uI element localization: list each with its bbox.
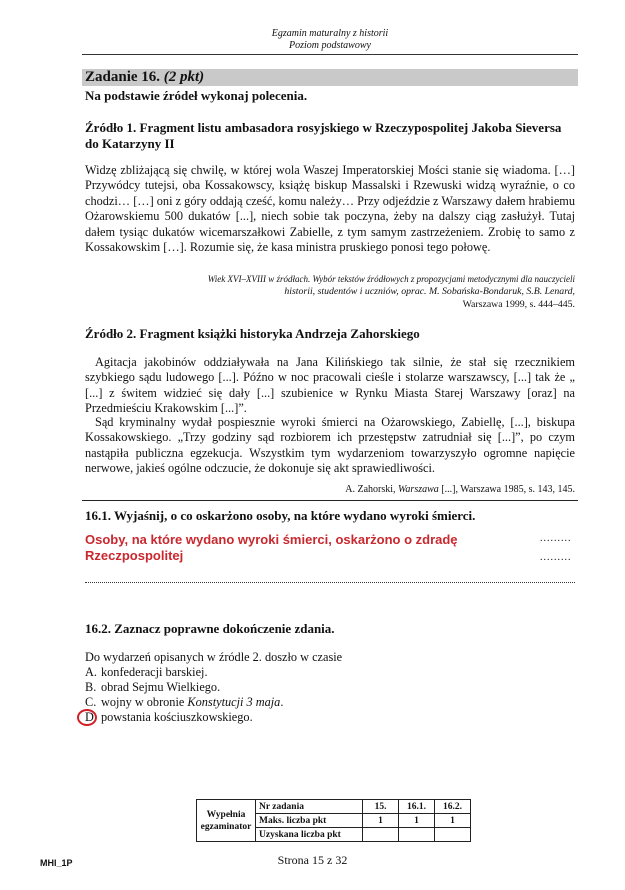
page-number: Strona 15 z 32	[277, 853, 348, 867]
option-c-text-em: Konstytucji 3 maja	[187, 695, 281, 709]
header-divider	[82, 54, 578, 55]
question-16-2-lead: Do wydarzeń opisanych w źródle 2. doszło w czasie	[85, 650, 343, 664]
source1-title-line1: Źródło 1. Fragment listu ambasadora rosyjskiego w Rzeczypospolitej Jakoba Sieversa	[85, 120, 562, 135]
score-max-16-1: 1	[399, 814, 435, 828]
score-table-header: Wypełnia egzaminator	[197, 800, 256, 842]
source2-citation-title: Warszawa	[398, 484, 439, 495]
source1-text: Widzę zbliżającą się chwilę, w której wola Waszej Imperatorskiej Mości stanie się wiadoma. […] Przywódcy tutejsi, oba Kossakowscy, książę biskup Massalski i Rzewuski widzą wyraźnie, o co chodzi… […] oni z góry oddają cześć, komu należy… Przy odjeździe z Warszawy dałem hrabiemu Ożarowskiemu 500 dukatów [...], niech sobie tak poczyna, żeby na dalszy ciąg zasłużył. Tutaj dałem tysiąc dukatów wicemarszałkowi Zabielle, z tym samym zastrzeżeniem. Zrobię to samo z Kossakowskim […]. Rozumie się, że kasa ministra pruskiego ponosi tego połowę.	[85, 163, 575, 255]
option-b-text: obrad Sejmu Wielkiego.	[101, 680, 221, 694]
source2-paragraph1: Agitacja jakobinów oddziaływała na Jana Kilińskiego tak silnie, że stał się rzecznikiem szybkiego sądu ludowego [...]. Późno w noc pracowali cieśle i stolarze warszawscy, [...] tak że „ [...] z świtem widzieć się dały [...] szubienice w Rynku Miasta Starej Warszawy [oraz] na Przedmieściu Krakowskim [...]”.	[85, 355, 575, 416]
option-c-text-post: .	[280, 695, 284, 709]
source2-citation	[100, 484, 575, 496]
score-obtained-16-1[interactable]	[399, 828, 435, 842]
option-c-text-pre: wojny w obronie	[101, 695, 188, 709]
option-d[interactable]	[85, 710, 253, 725]
task-number: Zadanie 16.	[85, 69, 161, 85]
task-points: (2 pkt)	[163, 69, 205, 85]
question-16-1-prompt: 16.1. Wyjaśnij, o co oskarżono osoby, na które wydano wyroki śmierci.	[85, 508, 476, 523]
selected-answer-circle	[77, 709, 97, 726]
score-row-obtained-label: Uzyskana liczba pkt	[256, 828, 363, 842]
source1-citation-line2	[100, 286, 575, 298]
option-a-letter: A.	[85, 665, 97, 679]
option-a[interactable]	[85, 665, 208, 680]
answer-dots-1: .........	[540, 533, 572, 544]
header-exam-name: Egzamin maturalny z historii	[271, 28, 389, 39]
source2-paragraph2: Sąd kryminalny wydał pospiesznie wyroki śmierci na Ożarowskiego, Zabiellę, [...], biskupa Kossakowskiego. „Trzy godziny sąd rozbiorem ich przestępstw zatrudniał się [...]”, po czym nastąpiła publiczna egzekucja. Wszystkim tym wydarzeniom towarzyszyło ogromne napięcie nerwowe, jakieś ogólne odczucie, że dokonuje się akt sprawiedliwości.	[85, 415, 575, 476]
source1-citation-line1: Wiek XVI–XVIII w źródłach. Wybór tekstów źródłowych z propozycjami metodycznymi dla nauczycieli	[207, 274, 575, 284]
option-b-letter: B.	[85, 680, 97, 694]
option-d-letter: D.	[85, 710, 97, 724]
answer-dots-2: .........	[540, 552, 572, 563]
header-level: Poziom podstawowy	[289, 40, 371, 51]
exam-code: MHI_1P	[40, 858, 73, 868]
score-row-task-number-label: Nr zadania	[256, 800, 363, 814]
score-row-max-label: Maks. liczba pkt	[256, 814, 363, 828]
source2-citation-rest: [...], Warszawa 1985, s. 143, 145.	[438, 484, 575, 495]
option-b[interactable]	[85, 680, 220, 695]
option-c[interactable]	[85, 695, 283, 710]
examiner-score-table	[196, 799, 471, 842]
score-col-16-1: 16.1.	[399, 800, 435, 814]
answer-dotted-line	[85, 582, 575, 583]
score-col-15: 15.	[363, 800, 399, 814]
task-title	[85, 69, 204, 86]
task-instruction: Na podstawie źródeł wykonaj polecenia.	[85, 88, 308, 103]
task-title-bar	[82, 69, 578, 86]
score-max-16-2: 1	[435, 814, 471, 828]
score-obtained-16-2[interactable]	[435, 828, 471, 842]
section-divider	[82, 500, 578, 501]
question-16-2-prompt: 16.2. Zaznacz poprawne dokończenie zdania.	[85, 621, 335, 636]
score-col-16-2: 16.2.	[435, 800, 471, 814]
source1-citation-line2-text: historii, studentów i uczniów, oprac. M. Sobańska-Bondaruk, S.B. Lenard,	[284, 286, 575, 297]
option-a-text: konfederacji barskiej.	[101, 665, 208, 679]
source2-citation-author: A. Zahorski,	[345, 484, 399, 495]
source1-title-line2: do Katarzyny II	[85, 136, 175, 151]
source2-title: Źródło 2. Fragment książki historyka Andrzeja Zahorskiego	[85, 326, 420, 341]
question-16-1-answer[interactable]: Osoby, na które wydano wyroki śmierci, oskarżono o zdradę Rzeczpospolitej	[85, 532, 458, 563]
source1-citation-line3: Warszawa 1999, s. 444–445.	[462, 299, 575, 310]
source1-title	[85, 120, 575, 152]
option-c-letter: C.	[85, 695, 97, 709]
score-max-15: 1	[363, 814, 399, 828]
page-header	[82, 28, 578, 52]
score-obtained-15[interactable]	[363, 828, 399, 842]
option-d-text: powstania kościuszkowskiego.	[101, 710, 253, 724]
